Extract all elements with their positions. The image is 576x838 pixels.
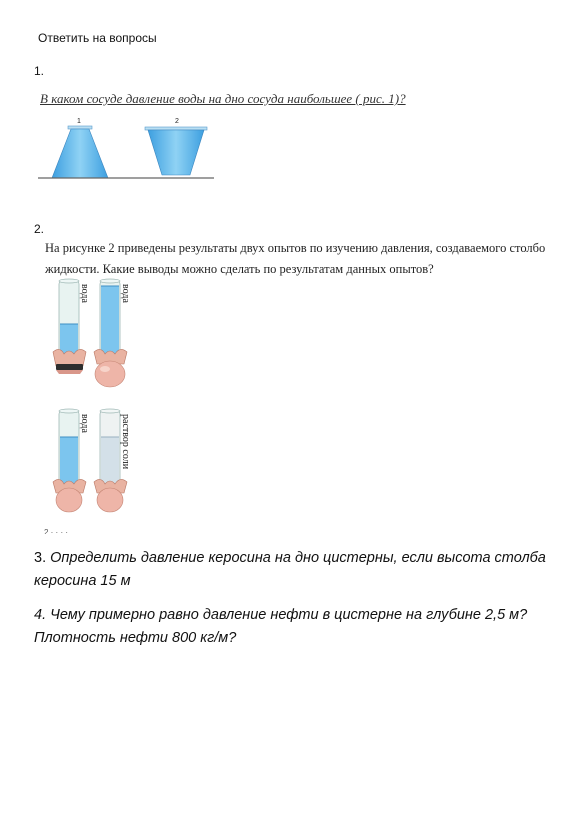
- question-2-line-1: На рисунке 2 приведены результаты двух опытов по изучению давления, создаваемого столбо: [45, 241, 546, 255]
- experiment-1-right-label: вода: [120, 284, 131, 303]
- experiment-2-left-label: вода: [79, 414, 90, 433]
- page-heading: Ответить на вопросы: [38, 31, 157, 45]
- question-2-text: [45, 238, 576, 280]
- question-1-text: В каком сосуде давление воды на дно сосуда наибольшее ( рис. 1)?: [40, 91, 406, 106]
- vessel-1: [52, 126, 108, 178]
- question-4-text: 4. Чему примерно равно давление нефти в цистерне на глубине 2,5 м? Плотность нефти 800 кг/м?: [34, 607, 528, 646]
- question-1-number: 1.: [34, 64, 45, 78]
- vessels-figure: [36, 112, 218, 184]
- question-3-text: Определить давление керосина на дно цистерны, если высота столба керосина 15 м: [34, 550, 546, 589]
- question-3: [34, 547, 564, 593]
- figure-2-caption: 2 · · · ·: [44, 528, 68, 534]
- vessel-2: [145, 127, 207, 175]
- experiment-2-figure: [46, 405, 166, 523]
- experiment-1-right-tube: [94, 279, 131, 387]
- experiment-1-left-label: вода: [79, 284, 90, 303]
- experiment-2-right-tube: [94, 409, 131, 512]
- question-2-line-2: жидкости. Какие выводы можно сделать по результатам данных опытов?: [45, 262, 434, 276]
- experiment-2-right-label: раствор соли: [120, 414, 131, 470]
- vessel-2-label: 2: [175, 118, 179, 125]
- vessel-1-label: 1: [77, 118, 81, 125]
- question-3-number: 3.: [34, 550, 47, 566]
- experiment-2-left-tube: [53, 409, 90, 512]
- question-2-number: 2.: [34, 222, 45, 236]
- experiment-1-left-tube: [53, 279, 90, 374]
- experiment-1-figure: [46, 278, 146, 393]
